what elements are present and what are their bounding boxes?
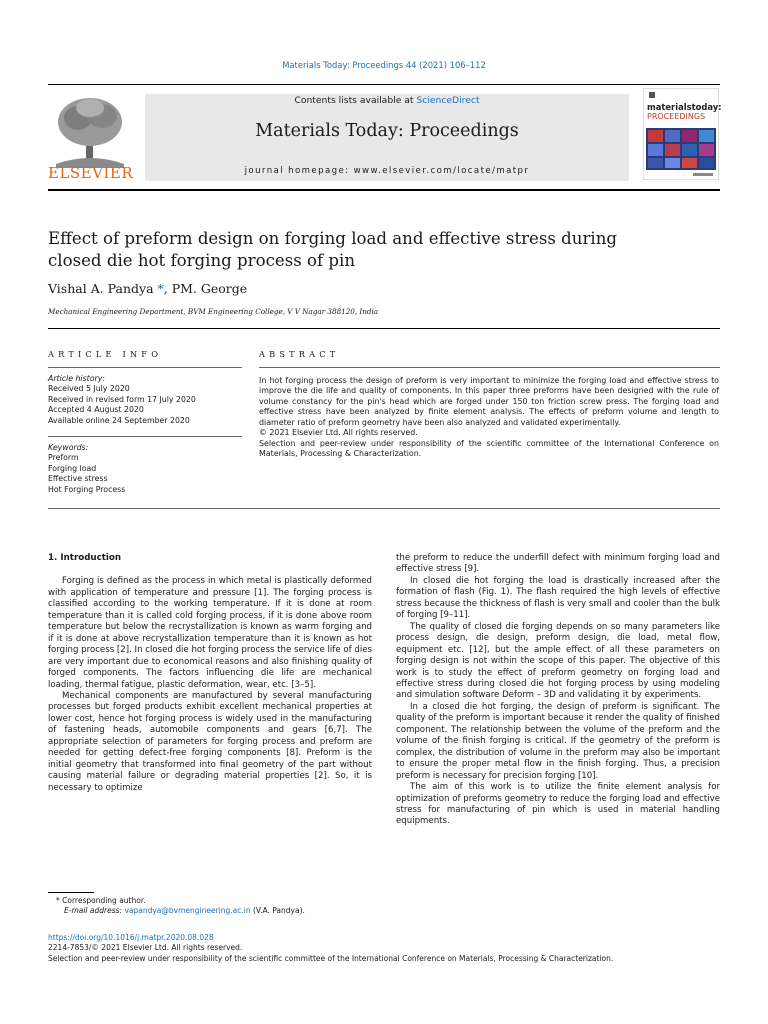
abstract-bottom-rule	[48, 508, 720, 509]
corresponding-author-mark[interactable]: *	[153, 281, 164, 296]
intro-paragraph-7: The aim of this work is to utilize the finite element analysis for optimization of preforms geometry to reduce the forging load and effective stress for manufacturing of pin which is used in material handling equipments.	[396, 782, 720, 827]
keywords-rule	[48, 436, 242, 437]
intro-paragraph-4: In closed die hot forging the load is drastically increased after the formation of flash (Fig. 1). The flash required the high levels of effective stress because the thickness of flash is very small and cooler than the bulk of forging [9–11].	[396, 575, 720, 621]
intro-paragraph-5: The quality of closed die forging depends on so many parameters like process design, die design, preform design, die load, metal flow, equipment etc. [12], but the ample effect of all these parameters on forging design is not within the scope of this paper. The objective of this work is to study the effect of preform geometry on forging load and effective stress during closed die hot forging process by using modeling and simulation software Deform – 3D and validating it by experiments.	[396, 621, 720, 701]
title-line-1: Effect of preform design on forging load and effective stress during	[48, 229, 618, 248]
intro-paragraph-1: Forging is defined as the process in which metal is plastically deformed with application of temperature and pressure [1]. The forging process is classified according to the working temperature. If it is done at room temperature than it is called cold forging process, if it is done above room temperature but below the recrystallization is known as warm forging and if it is done at above recrystallization temperature than it is known as hot forging process [2]. In closed die hot forging process the service life of dies are very important due to economical reasons and also finishing quality of forged components. The factors influencing die life are mechanical loading, thermal fatigue, plastic deformation, wear, etc. [3–5].	[48, 576, 372, 690]
abstract-rule	[259, 367, 720, 368]
history-revised: Received in revised form 17 July 2020	[48, 394, 196, 404]
right-column	[396, 553, 720, 828]
article-title	[48, 228, 720, 272]
history-online: Available online 24 September 2020	[48, 415, 190, 425]
publisher-name: ELSEVIER	[48, 164, 134, 182]
intro-paragraph-2: Mechanical components are manufactured by several manufacturing processes but forged products exhibit excellent mechanical properties at lower cost, hence hot forging process is widely used in the manufacturing of fastening heads, automobile components and gears [6,7]. The appropriate selection of parameters for forging process and preform are needed for getting defect-free forging components [8]. Preform is the initial geometry that transformed into final geometry of the part without causing material failure or degrading material properties [2]. So, it is necessary to optimize	[48, 690, 372, 793]
journal-cover[interactable]	[643, 88, 722, 180]
footnote	[56, 896, 376, 917]
history-accepted: Accepted 4 August 2020	[48, 405, 144, 415]
article-info-rule	[48, 367, 242, 368]
cover-subtitle: PROCEEDINGS	[647, 112, 706, 121]
keyword: Effective stress	[48, 474, 108, 484]
issn-line: 2214-7853/© 2021 Elsevier Ltd. All rights reserved.	[48, 943, 243, 953]
affiliation: Mechanical Engineering Department, BVM Engineering College, V V Nagar 388120, India	[48, 307, 379, 316]
abstract-text: In hot forging process the design of preform is very important to minimize the forging load and effective stress to improve the die life and quality of components. In this paper three preforms have been designed with the rule of volume constancy for the pin's head which are forged under 150 ton friction screw press. The forging load and effective stress have been analyzed by finite element analysis. The effects of preform volume and length to diameter ratio of preform geometry have been also analyzed and validated experimentally.	[259, 376, 719, 427]
article-info-heading: ARTICLE INFO	[48, 349, 163, 359]
contents-prefix: Contents lists available at	[294, 95, 417, 106]
cover-title: materialstoday:	[647, 102, 722, 112]
elsevier-logo[interactable]	[48, 94, 132, 182]
corresponding-note: * Corresponding author.	[56, 896, 146, 905]
article-history	[48, 374, 242, 426]
footnote-rule	[48, 892, 94, 893]
section-heading-introduction: 1. Introduction	[48, 553, 122, 563]
abstract-copyright: © 2021 Elsevier Ltd. All rights reserved.	[259, 428, 418, 438]
abstract-body	[259, 376, 719, 460]
keywords	[48, 443, 242, 495]
header-rule	[48, 84, 720, 85]
doi-link[interactable]: https://doi.org/10.1016/j.matpr.2020.08.028	[48, 933, 214, 942]
keywords-label: Keywords:	[48, 443, 89, 452]
intro-paragraph-3: the preform to reduce the underfill defect with minimum forging load and effective stress [9].	[396, 553, 720, 575]
sciencedirect-link[interactable]: ScienceDirect	[416, 95, 480, 106]
title-line-2: closed die hot forging process of pin	[48, 251, 356, 270]
author-2: , PM. George	[163, 281, 248, 296]
keyword: Forging load	[48, 463, 97, 473]
footer-review: Selection and peer-review under responsibility of the scientific committee of the International Conference on Materials, Processing & Characterization.	[48, 953, 614, 963]
abstract-heading: ABSTRACT	[259, 349, 340, 359]
keyword: Preform	[48, 453, 79, 463]
title-rule	[48, 328, 720, 329]
history-received: Received 5 July 2020	[48, 384, 130, 394]
keyword: Hot Forging Process	[48, 484, 126, 494]
journal-name: Materials Today: Proceedings	[255, 121, 519, 141]
email-suffix: (V.A. Pandya).	[250, 906, 305, 916]
abstract-review: Selection and peer-review under responsibility of the scientific committee of the International Conference on Materials, Processing & Characterization.	[259, 438, 719, 459]
journal-citation[interactable]: Materials Today: Proceedings 44 (2021) 106–112	[282, 60, 486, 70]
contents-line	[145, 95, 629, 106]
header-bottom-rule	[48, 189, 720, 191]
journal-homepage[interactable]: journal homepage: www.elsevier.com/locate/matpr	[244, 166, 530, 176]
page-footer	[48, 933, 720, 964]
author-1: Vishal A. Pandya	[48, 281, 154, 296]
author-email-link[interactable]: vapandya@bvmengineering.ac.in	[124, 906, 251, 916]
email-label: E-mail address:	[64, 906, 125, 916]
email-line	[56, 906, 376, 916]
history-label: Article history:	[48, 374, 105, 383]
intro-paragraph-6: In a closed die hot forging, the design of preform is significant. The quality of the preform is important because it render the quality of finished component. The relationship between the volume of the preform and the volume of the finish forging is critical. If the geometry of the preform is complex, the distribution of volume in the preform may also be important to ensure the proper metal flow in the finish forging. Thus, a precision preform is necessary for precision forging [10].	[396, 701, 720, 781]
author-list	[48, 281, 247, 296]
left-column	[48, 553, 372, 794]
